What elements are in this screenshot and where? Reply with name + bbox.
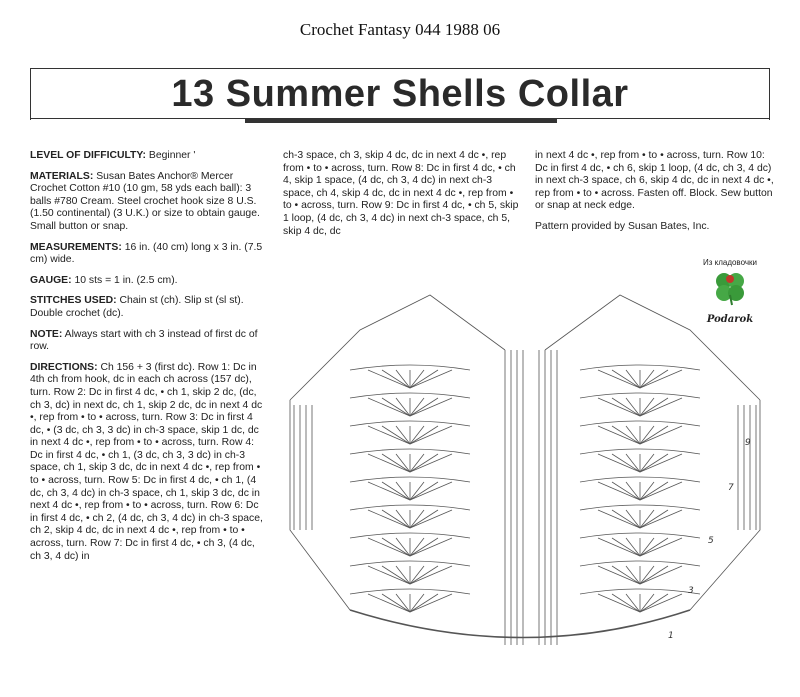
base-chain <box>350 610 690 638</box>
chain-loop <box>580 561 700 566</box>
stitch-diagram <box>280 290 770 670</box>
shell-stitch <box>368 594 410 612</box>
shell-stitch <box>612 482 640 500</box>
shell-stitch <box>598 510 640 528</box>
chain-loop <box>580 365 700 370</box>
shell-stitch <box>612 454 640 472</box>
shell-stitch <box>598 454 640 472</box>
shell-stitch <box>382 566 410 584</box>
shell-stitch <box>410 482 438 500</box>
shell-stitch <box>410 510 438 528</box>
shell-stitch <box>382 538 410 556</box>
shell-stitch <box>640 566 682 584</box>
chain-loop <box>350 533 470 538</box>
shell-stitch <box>368 426 410 444</box>
measurements-section: MEASUREMENTS: 16 in. (40 cm) long x 3 in. (7.5 cm) wide. <box>30 241 263 266</box>
shell-stitch <box>640 482 682 500</box>
left-edge <box>290 400 350 610</box>
shell-stitch <box>382 510 410 528</box>
difficulty-section: LEVEL OF DIFFICULTY: Beginner ' <box>30 150 196 161</box>
left-top-edge <box>290 295 505 400</box>
chain-loop <box>350 365 470 370</box>
chain-loop <box>580 477 700 482</box>
shell-stitch <box>410 426 452 444</box>
shell-stitch <box>612 426 640 444</box>
directions-end: in next 4 dc •, rep from • to • across, turn. Row 10: Dc in first 4 dc, • ch 6, skip 1 loop, (4 dc, ch 3, 4 dc) in next ch-3 space, ch 6, skip 4 dc, dc in next 4 dc •, rep from • to • across. Fasten off. Block. Sew button or snap at neck edge. <box>535 150 774 212</box>
shell-stitch <box>598 594 640 612</box>
shell-stitch <box>410 482 452 500</box>
shell-stitch <box>640 370 682 388</box>
shell-stitch <box>410 370 438 388</box>
shell-stitch <box>612 398 640 416</box>
shell-stitch <box>612 510 640 528</box>
shell-stitch <box>410 398 452 416</box>
shell-stitch <box>640 398 668 416</box>
pattern-title: 13 Summer Shells Collar <box>171 73 629 115</box>
shell-stitch <box>640 454 668 472</box>
stitches-section: STITCHES USED: Chain st (ch). Slip st (sl st). Double crochet (dc). <box>30 295 244 319</box>
row-label: 9 <box>745 438 751 448</box>
shell-stitch <box>368 454 410 472</box>
title-rule-accent <box>245 118 557 123</box>
shell-stitch <box>382 482 410 500</box>
chain-loop <box>580 505 700 510</box>
chain-loop <box>350 505 470 510</box>
shell-stitch <box>640 398 682 416</box>
shell-stitch <box>640 538 668 556</box>
shell-stitch <box>410 426 438 444</box>
shell-stitch <box>612 370 640 388</box>
shell-stitch <box>382 370 410 388</box>
shell-stitch <box>598 566 640 584</box>
logo-name: Podarok <box>706 314 754 325</box>
shell-stitch <box>368 510 410 528</box>
shell-stitch <box>640 594 668 612</box>
shell-stitch <box>368 566 410 584</box>
shell-stitch <box>640 594 682 612</box>
chain-loop <box>350 421 470 426</box>
chain-loop <box>580 421 700 426</box>
shell-stitch <box>598 482 640 500</box>
shell-stitch <box>410 594 452 612</box>
logo-caption: Из кладовочки <box>702 258 758 267</box>
shell-stitch <box>640 370 668 388</box>
shell-stitch <box>410 566 452 584</box>
right-edge <box>690 400 760 610</box>
shell-stitch <box>612 566 640 584</box>
shell-stitch <box>410 454 452 472</box>
note-section: NOTE: Always start with ch 3 instead of first dc of row. <box>30 328 258 353</box>
column-left <box>30 150 268 571</box>
shell-stitch <box>382 398 410 416</box>
shell-stitch <box>410 510 452 528</box>
shell-stitch <box>368 538 410 556</box>
chain-loop <box>580 449 700 454</box>
shell-stitch <box>640 566 668 584</box>
shell-stitch <box>410 538 438 556</box>
chain-loop <box>350 561 470 566</box>
row-label: 3 <box>688 586 694 596</box>
row-label: 1 <box>668 631 674 641</box>
shell-stitch <box>612 538 640 556</box>
shell-stitch <box>640 482 668 500</box>
shell-stitch <box>640 538 682 556</box>
shell-stitch <box>598 538 640 556</box>
chain-loop <box>350 589 470 594</box>
shell-stitch <box>640 426 682 444</box>
shell-stitch <box>598 426 640 444</box>
shell-stitch <box>410 454 438 472</box>
shell-stitch <box>410 370 452 388</box>
shell-stitch <box>382 426 410 444</box>
row-label: 7 <box>728 483 734 493</box>
gauge-section: GAUGE: 10 sts = 1 in. (2.5 cm). <box>30 274 178 286</box>
row-label: 5 <box>708 536 714 546</box>
row-labels <box>668 438 751 641</box>
source-caption: Crochet Fantasy 044 1988 06 <box>299 20 501 39</box>
shell-stitch <box>410 594 438 612</box>
chain-loop <box>580 533 700 538</box>
credit-line: Pattern provided by Susan Bates, Inc. <box>535 220 710 232</box>
directions-section: DIRECTIONS: Ch 156 + 3 (first dc). Row 1: Dc in 4th ch from hook, dc in each ch across (157 dc), turn. Row 2: Dc in first 4 dc, • ch 1, skip 2 dc, (dc, ch 3, dc) in next dc, ch 1, skip 2 dc, dc in next 4 dc •, rep from • to • across, turn. Row 3: Dc in first 4 dc, • (3 dc, ch 3, 3 dc) in ch-3 space, skip 1 dc, dc in next 4 dc •, rep from • to • across, turn. Row 4: Dc in first 4 dc, • ch 1, (3 dc, ch 3, 3 dc) in ch-3 space, ch 1, skip 3 dc, dc in next 4 dc •, rep from • to • across, turn. Row 5: Dc in first 4 dc, • ch 1, (4 dc, ch 3, 4 dc) in ch-3 space, ch 1, skip 3 dc, dc in next 4 dc •, rep from • to • across, turn. Row 6: Dc in first 4 dc, • ch 2, (4 dc, ch 3, 4 dc) in ch-3 space, ch 2, skip 4 dc, dc in next 4 dc •, rep from • to • across, turn. Row 7: Dc in first 4 dc, • ch 3, (4 dc, ch 3, 4 dc) in <box>30 361 263 562</box>
directions-continued: ch-3 space, ch 3, skip 4 dc, dc in next 4 dc •, rep from • to • across, turn. Row 8: Dc in first 4 dc, • ch 4, skip 1 space, (4 dc, ch 3, 4 dc) in next ch-3 space, ch 4, skip 4 dc, dc in next 4 dc •, rep from • to • across, turn. Row 9: Dc in first 4 dc, • ch 5, skip 1 loop, (4 dc, ch 3, 4 dc) in next ch-3 space, ch 5, skip 4 dc, dc <box>283 150 519 237</box>
shell-stitch <box>640 454 682 472</box>
shell-stitch <box>410 398 438 416</box>
materials-section: MATERIALS: Susan Bates Anchor® Mercer Crochet Cotton #10 (10 gm, 58 yds each ball): 3 balls #780 Cream. Steel crochet hook size 8 U.S. (1.50 continental) (3 U.K.) or size to obtain gauge. Small button or snap. <box>30 170 260 232</box>
shell-stitch <box>410 538 452 556</box>
shell-stitch <box>640 510 668 528</box>
shell-stitch <box>612 594 640 612</box>
right-top-edge <box>545 295 760 400</box>
chain-loop <box>580 393 700 398</box>
shell-stitch <box>368 398 410 416</box>
shell-stitch <box>382 454 410 472</box>
column-right <box>535 150 775 242</box>
chain-loop <box>350 393 470 398</box>
shell-stitch <box>598 398 640 416</box>
shell-stitch <box>640 426 668 444</box>
shell-stitch <box>368 370 410 388</box>
shell-stitch <box>410 566 438 584</box>
shell-stitch <box>382 594 410 612</box>
column-middle <box>283 150 519 246</box>
chain-loop <box>350 449 470 454</box>
shell-stitch <box>640 510 682 528</box>
chain-loop <box>580 589 700 594</box>
shell-stitch <box>598 370 640 388</box>
title-frame <box>30 68 770 120</box>
chain-loop <box>350 477 470 482</box>
shell-stitch <box>368 482 410 500</box>
